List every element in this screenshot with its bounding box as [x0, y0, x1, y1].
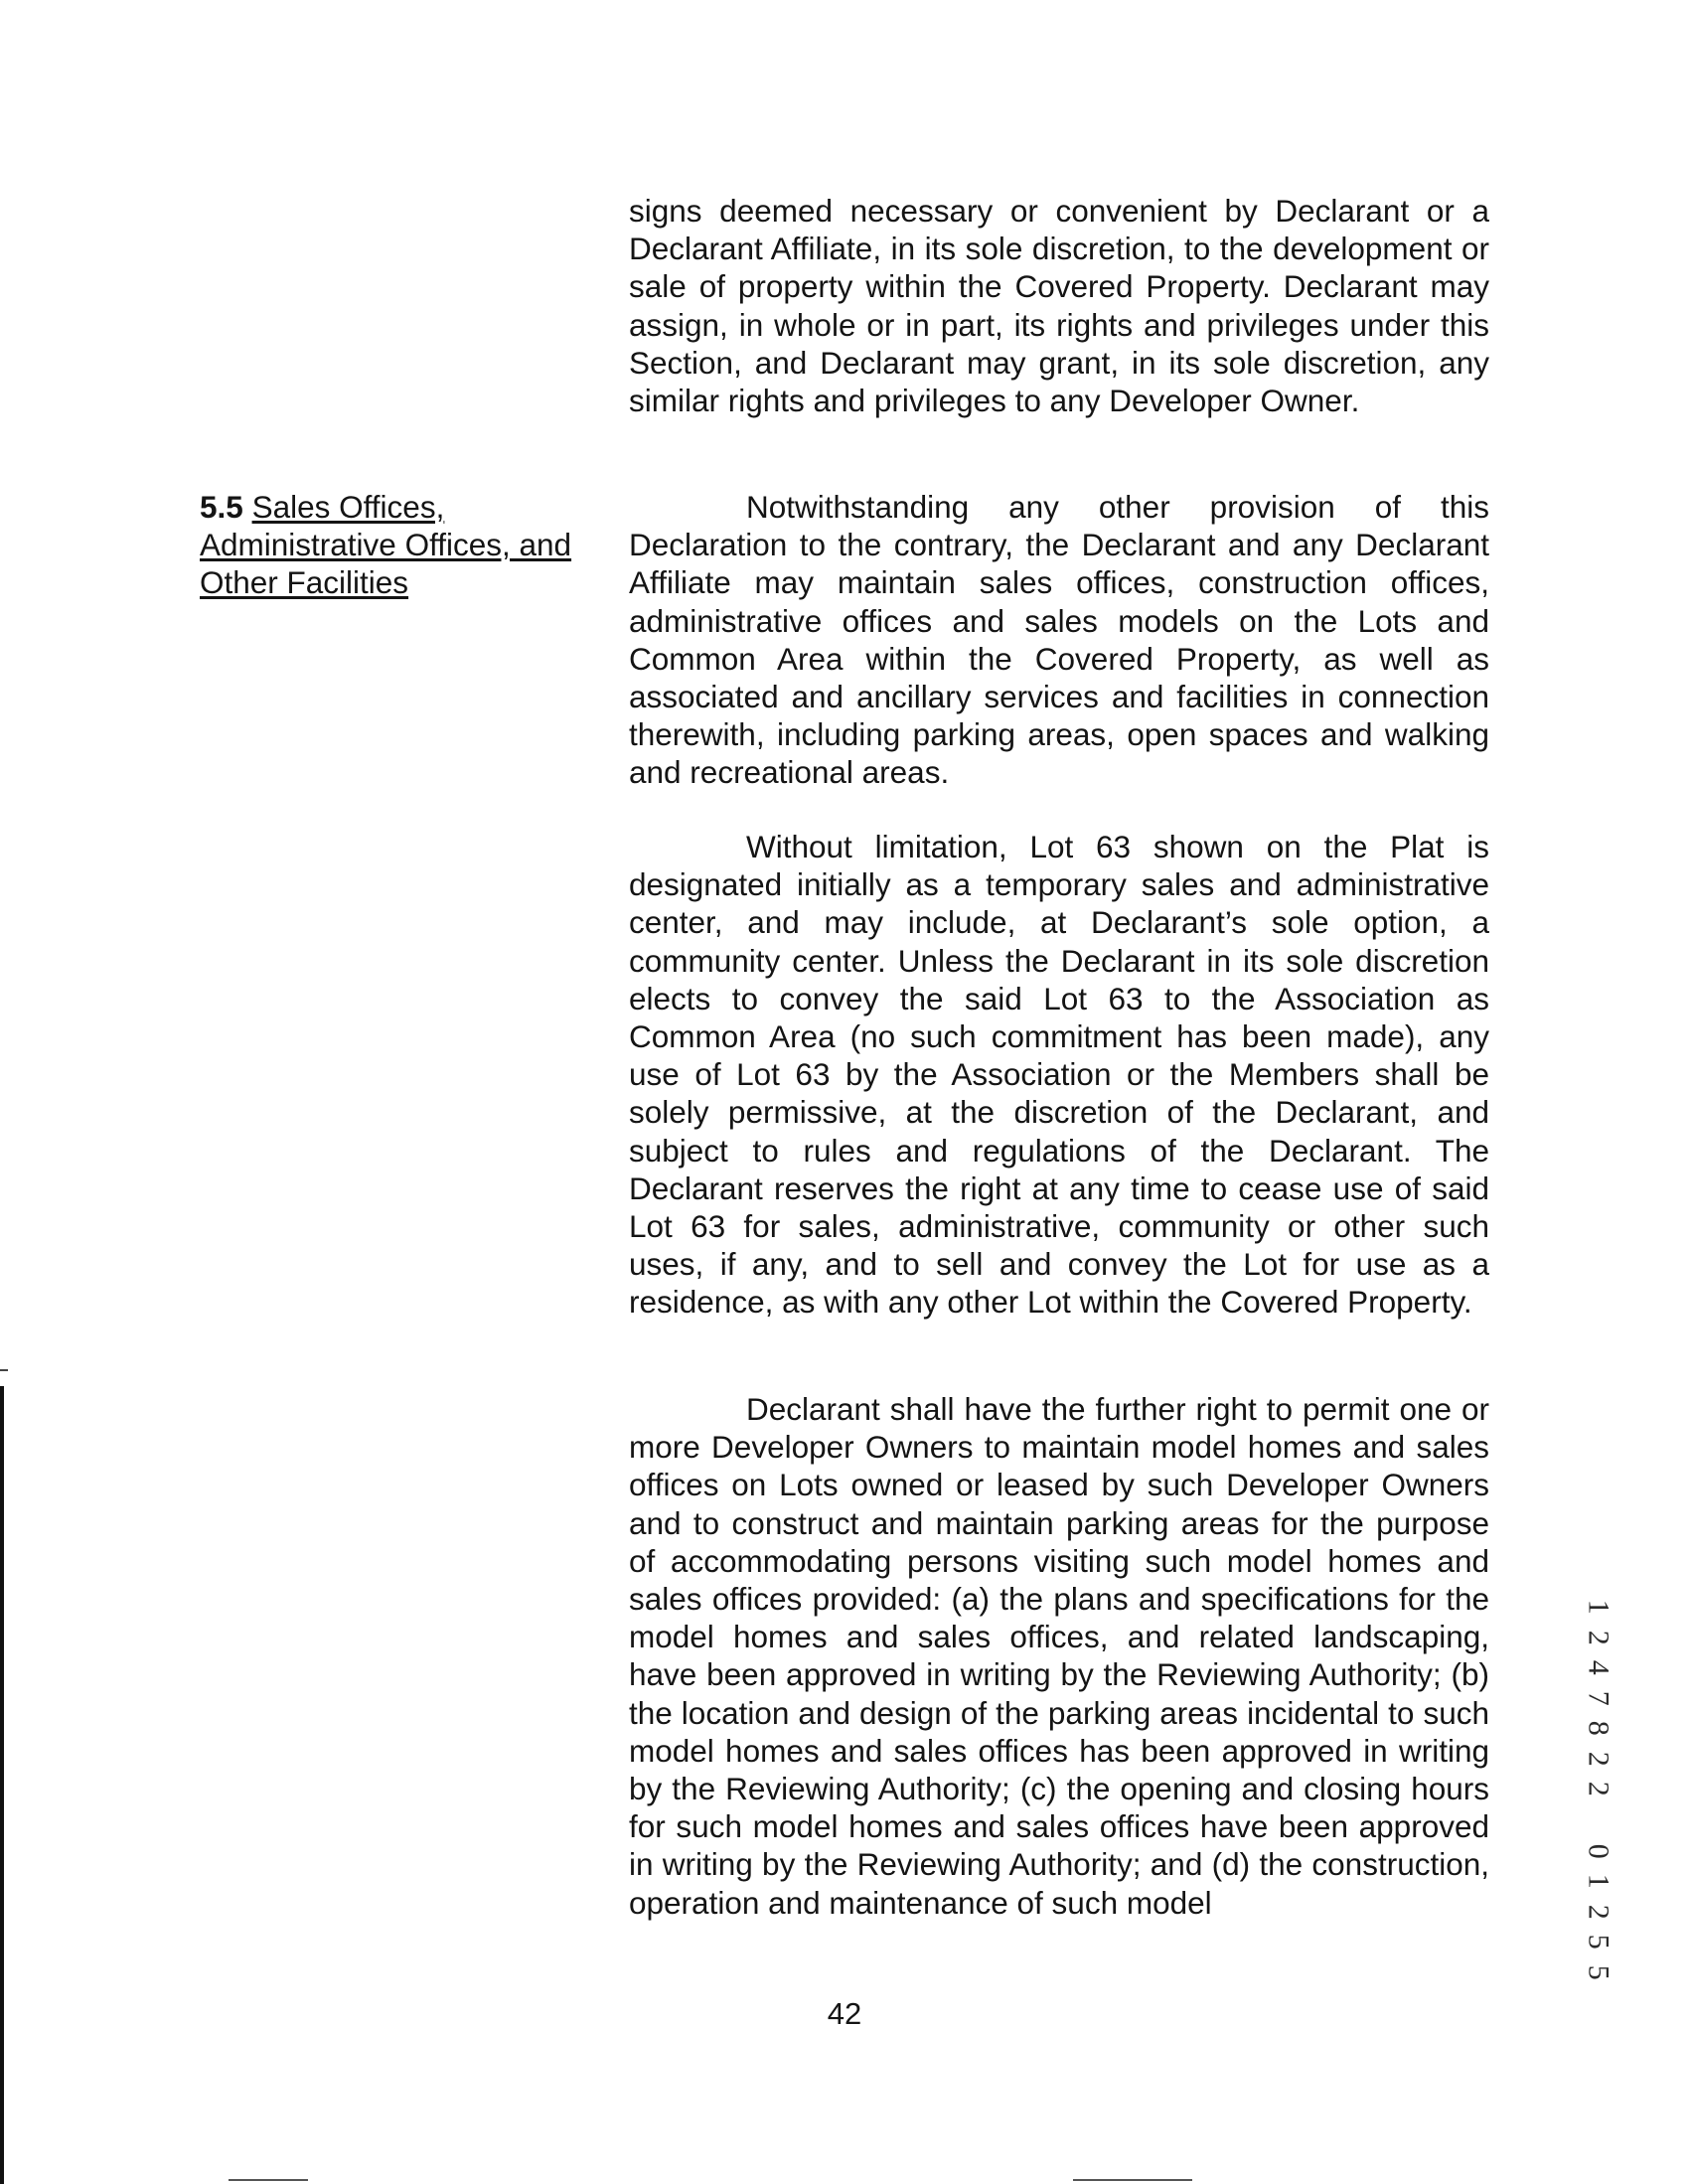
stamp-digit: 0: [1582, 1843, 1615, 1859]
stamp-part-1: [1578, 1592, 1617, 1804]
stamp-digit: 5: [1582, 1934, 1615, 1950]
stamp-digit: 7: [1582, 1690, 1615, 1706]
paragraph-continued: signs deemed necessary or convenient by Declarant or a Declarant Affiliate, in its sole discretion, to the development or sale of property within the Covered Property. Declarant may assign, in whole or in part, its rights and privileges under this Section, and Declarant may grant, in its sole discretion, any similar rights and privileges to any Developer Owner.: [629, 193, 1489, 419]
stamp-digit: 2: [1582, 1630, 1615, 1645]
scan-edge-bottom-mark: [229, 2179, 308, 2181]
section-title: Sales Offices, Administrative Offices, and Other Facilities: [200, 489, 572, 601]
recording-stamp: [1578, 1592, 1617, 1987]
stamp-digit: 2: [1582, 1904, 1615, 1920]
stamp-digit: 2: [1582, 1751, 1615, 1767]
stamp-part-2: [1578, 1836, 1617, 1988]
stamp-digit: 1: [1582, 1873, 1615, 1889]
scan-edge-line: [0, 1386, 4, 2184]
page-number: 42: [827, 1996, 862, 2031]
stamp-digit: 4: [1582, 1659, 1615, 1675]
section-number: 5.5: [200, 489, 243, 525]
stamp-digit: 5: [1582, 1964, 1615, 1980]
stamp-digit: 1: [1582, 1599, 1615, 1615]
section-heading: [200, 488, 617, 602]
scan-edge-mark: [0, 1369, 8, 1371]
stamp-digit: 2: [1582, 1781, 1615, 1796]
paragraph-lot-63: Without limitation, Lot 63 shown on the Plat is designated initially as a temporary sales and administrative center, and may include, at Declarant’s sole option, a community center. Unless the Declarant in its sole discretion elects to convey the said Lot 63 to the Association as Common Area (no such commitment has been made), any use of Lot 63 by the Association or the Members shall be solely permissive, at the discretion of the Declarant, and subject to rules and regulations of the Declarant. The Declarant reserves the right at any time to cease use of said Lot 63 for sales, administrative, community or other such uses, if any, and to sell and convey the Lot for use as a residence, as with any other Lot within the Covered Property.: [629, 829, 1489, 1321]
paragraph-sales-offices: Notwithstanding any other provision of this Declaration to the contrary, the Declarant and any Declarant Affiliate may maintain sales offices, construction offices, administrative offices and sales models on the Lots and Common Area within the Covered Property, as well as associated and ancillary services and facilities in connection therewith, including parking areas, open spaces and walking and recreational areas.: [629, 489, 1489, 791]
stamp-digit: 8: [1582, 1720, 1615, 1736]
paragraph-developer-owners: Declarant shall have the further right to permit one or more Developer Owners to maintain model homes and sales offices on Lots owned or leased by such Developer Owners and to construct and maintain parking areas for the purpose of accommodating persons visiting such model homes and sales offices provided: (a) the plans and specifications for the model homes and sales offices, and related landscaping, have been approved in writing by the Reviewing Authority; (b) the location and design of the parking areas incidental to such model homes and sales offices has been approved in writing by the Reviewing Authority; (c) the opening and closing hours for such model homes and sales offices have been approved in writing by the Reviewing Authority; and (d) the construction, operation and maintenance of such model: [629, 1391, 1489, 1921]
scan-edge-bottom-mark: [1073, 2179, 1192, 2181]
